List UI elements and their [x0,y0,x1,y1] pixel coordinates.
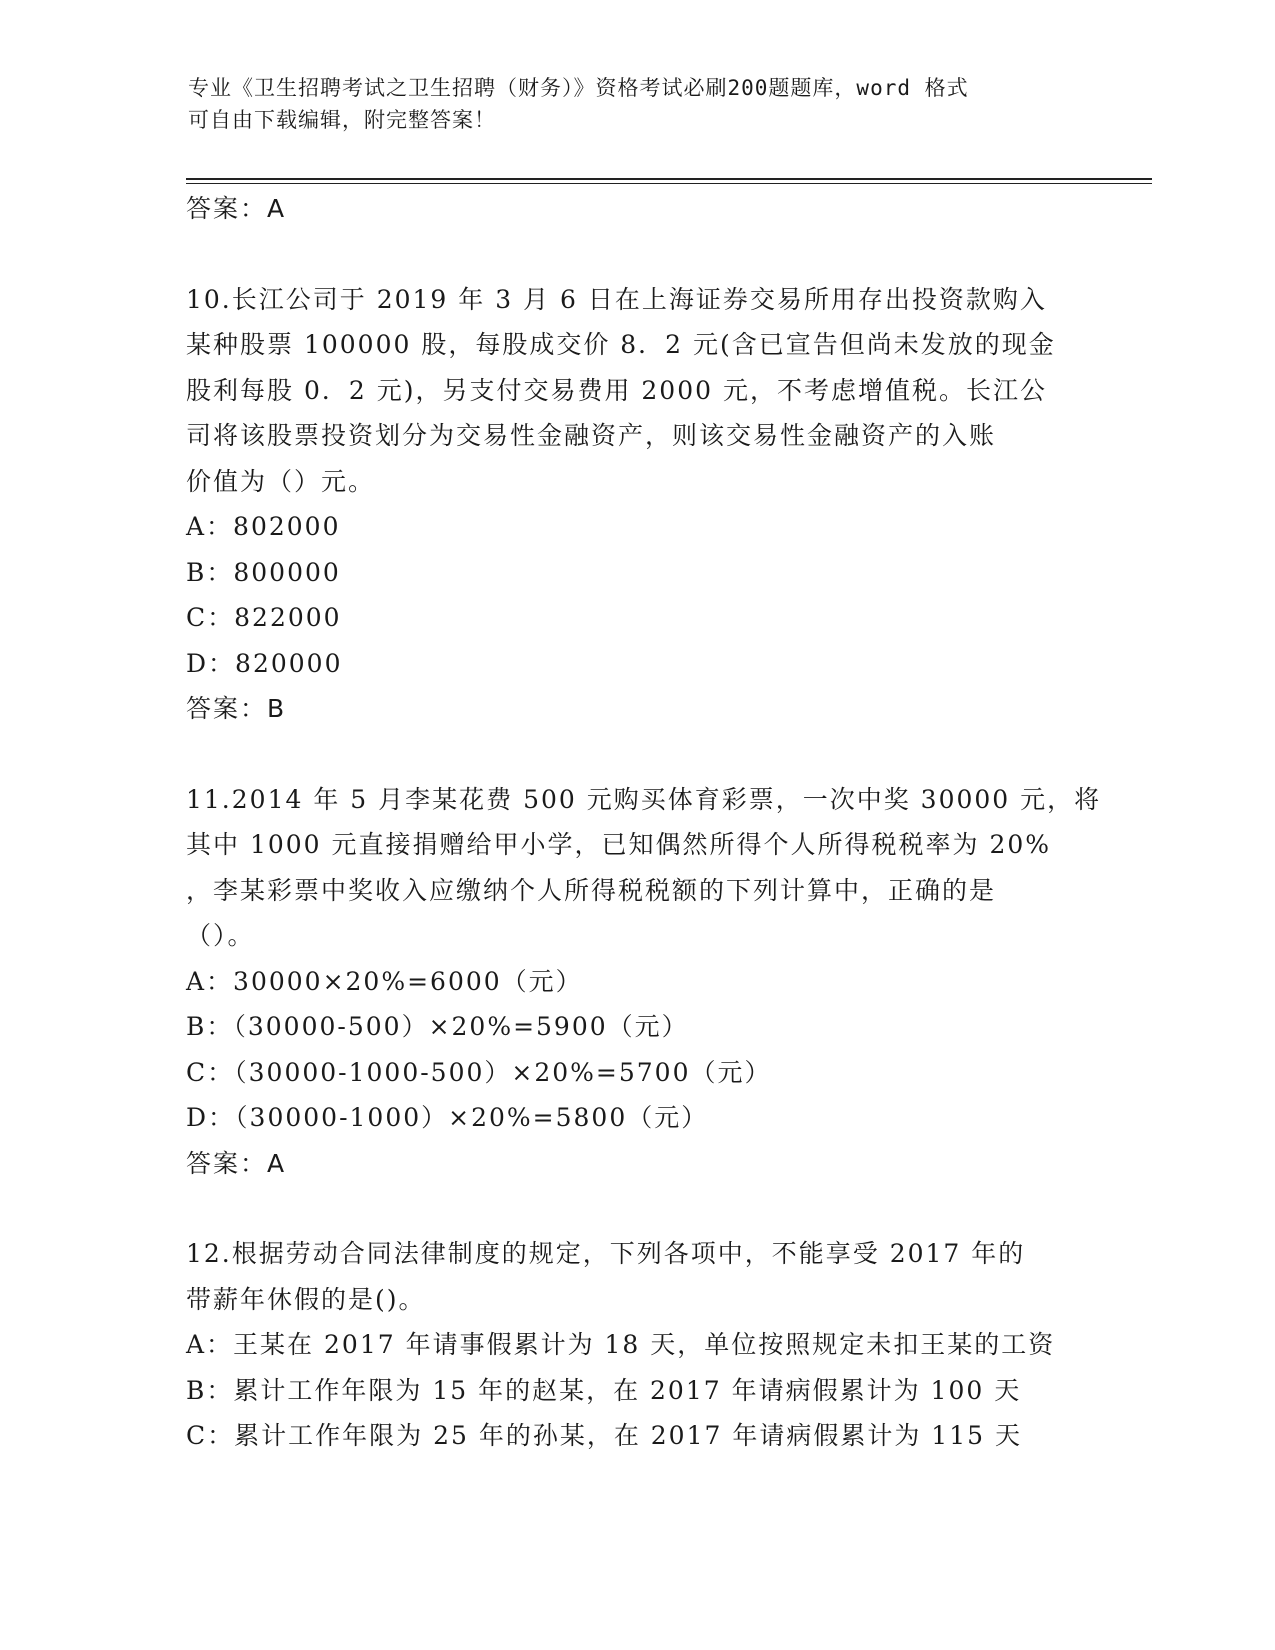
question-12 [186,1231,1086,1459]
question-text-line: 价值为（）元。 [186,466,376,496]
option-a: A：802000 [186,512,341,541]
option-c: C：累计工作年限为 25 年的孙某，在 2017 年请病假累计为 115 天 [186,1421,1022,1450]
option-b: B：累计工作年限为 15 年的赵某，在 2017 年请病假累计为 100 天 [186,1375,1022,1405]
option-d: D：820000 [186,648,343,678]
document-body [186,186,1102,1459]
spacer [186,1186,1086,1231]
question-text-line: 股利每股 0．2 元)，另支付交易费用 2000 元，不考虑增值税。长江公 [186,375,1047,405]
question-text-line: （）。 [186,921,255,950]
question-text-line: ，李某彩票中奖收入应缴纳个人所得税税额的下列计算中，正确的是 [186,875,997,905]
answer-line: 答案：A [186,1148,287,1178]
option-d: D：（30000-1000）×20%=5800（元） [186,1103,709,1132]
answer-line: 答案：A [186,194,287,223]
spacer [186,232,1086,277]
option-a: A：30000×20%=6000（元） [186,966,583,996]
option-a: A：王某在 2017 年请事假累计为 18 天，单位按照规定未扣王某的工资 [186,1330,1056,1359]
option-b: B：800000 [186,557,341,587]
page-header [188,72,1088,136]
question-text-line: 10.长江公司于 2019 年 3 月 6 日在上海证券交易所用存出投资款购入 [186,284,1047,314]
option-c: C：822000 [186,603,342,632]
answer-line: 答案：B [186,694,287,723]
spacer [186,732,1086,777]
option-b: B：（30000-500）×20%=5900（元） [186,1012,689,1041]
header-divider [186,178,1152,184]
header-line-2: 可自由下载编辑，附完整答案！ [188,108,496,132]
question-11 [186,777,1102,1187]
header-line-1: 专业《卫生招聘考试之卫生招聘（财务）》资格考试必刷200题题库，word 格式 [188,76,969,100]
question-text-line: 某种股票 100000 股，每股成交价 8．2 元(含已宣告但尚未发放的现金 [186,330,1056,359]
question-text-line: 带薪年休假的是()。 [186,1284,426,1314]
question-text-line: 其中 1000 元直接捐赠给甲小学，已知偶然所得个人所得税税率为 20% [186,830,1052,859]
option-c: C：（30000-1000-500）×20%=5700（元） [186,1057,772,1087]
question-text-line: 司将该股票投资划分为交易性金融资产，则该交易性金融资产的入账 [186,421,997,450]
question-10 [186,277,1086,732]
question-text-line: 11.2014 年 5 月李某花费 500 元购买体育彩票，一次中奖 30000 元，将 [186,784,1102,814]
question-text-line: 12.根据劳动合同法律制度的规定，下列各项中，不能享受 2017 年的 [186,1239,1026,1268]
